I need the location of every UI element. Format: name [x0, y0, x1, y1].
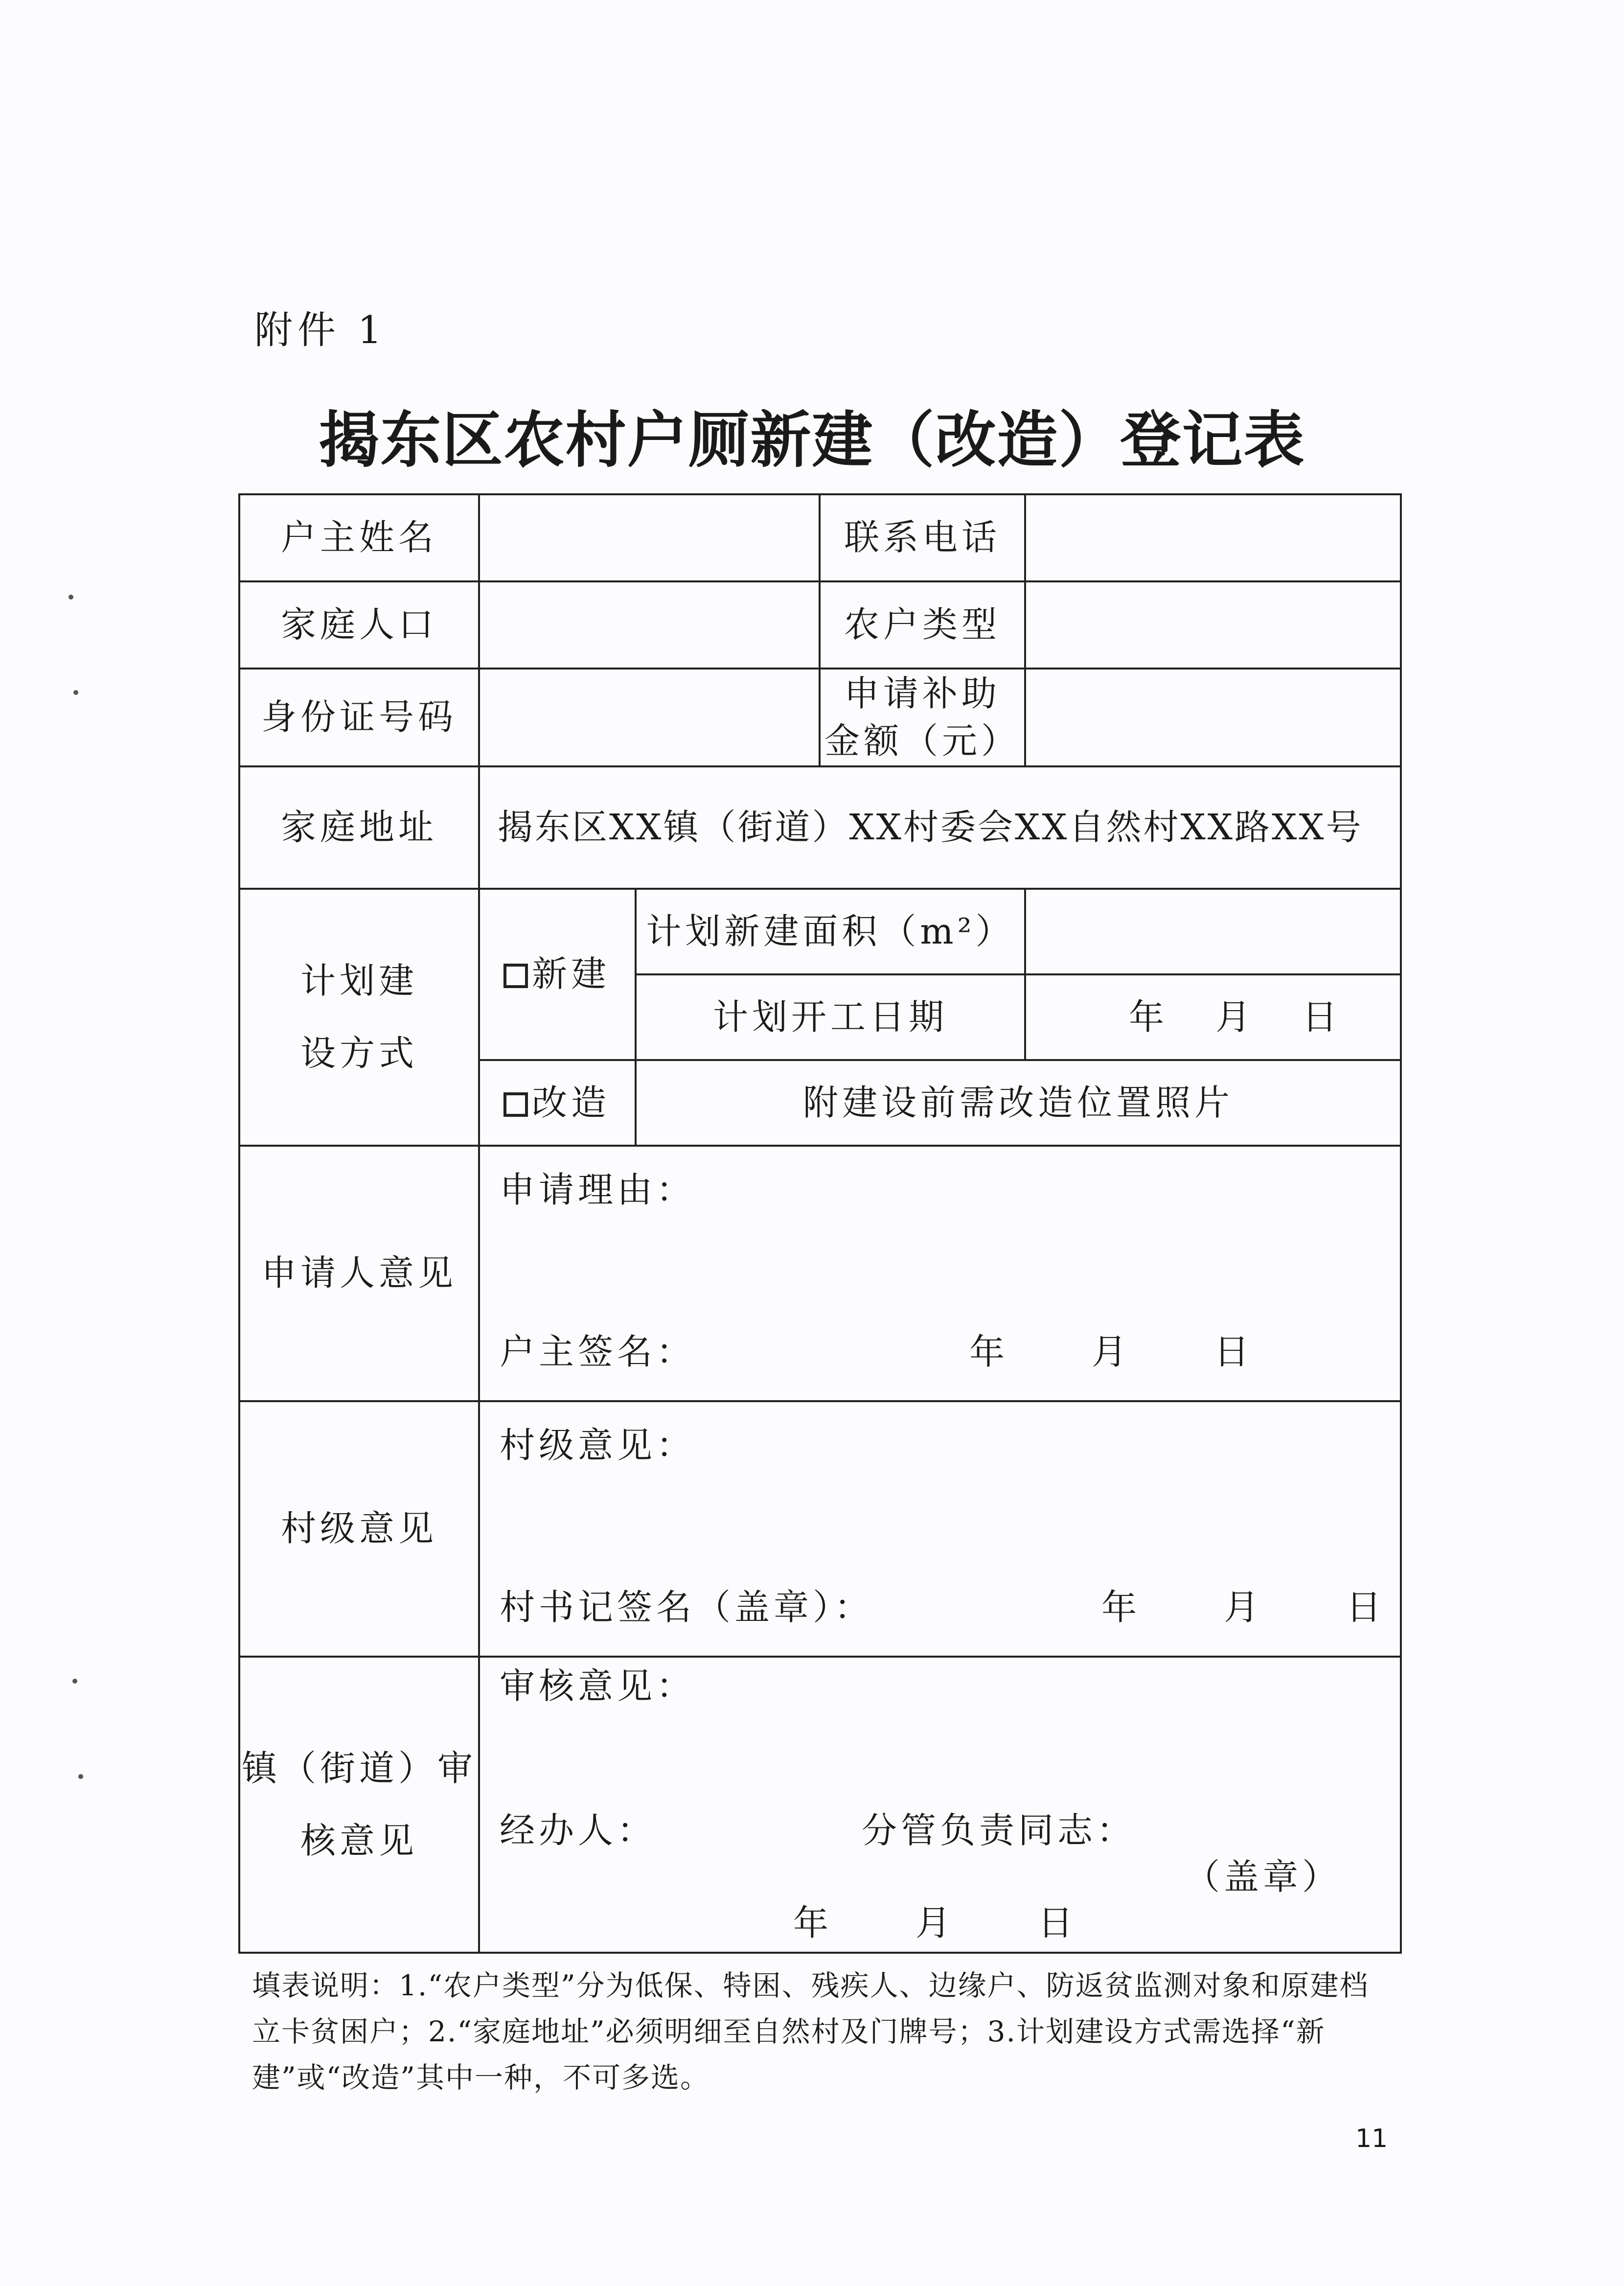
- plan-date-field[interactable]: [1025, 974, 1401, 1060]
- applicant-opinion-field[interactable]: [479, 1146, 1401, 1401]
- plan-area-field[interactable]: [1025, 889, 1401, 974]
- household-type-label: 农户类型: [820, 581, 1025, 669]
- form-title: 揭东区农村户厕新建（改造）登记表: [319, 405, 1305, 476]
- town-day: 日: [1037, 1902, 1077, 1943]
- phone-field[interactable]: [1025, 494, 1401, 581]
- applicant-day: 日: [1213, 1331, 1253, 1372]
- plan-area-label: 计划新建面积（m²）: [636, 889, 1025, 974]
- owner-name-field[interactable]: [479, 494, 820, 581]
- town-month: 月: [915, 1902, 955, 1943]
- village-opinion-field[interactable]: [479, 1401, 1401, 1657]
- plan-month: 月: [1215, 996, 1255, 1038]
- checkbox-new[interactable]: [503, 964, 528, 988]
- household-type-field[interactable]: [1025, 581, 1401, 669]
- review-opinion-prompt: 审核意见：: [500, 1665, 696, 1707]
- seal-label: （盖章）: [1185, 1856, 1342, 1897]
- address-label: 家庭地址: [239, 766, 479, 889]
- town-label-line1: 镇（街道）审: [241, 1748, 477, 1789]
- household-size-field[interactable]: [479, 581, 820, 669]
- subsidy-amount-field[interactable]: [1025, 669, 1401, 766]
- page-number: 11: [1355, 2124, 1388, 2153]
- annex-label: 附件 1: [254, 308, 387, 352]
- applicant-month: 月: [1091, 1331, 1131, 1372]
- town-date: [793, 1899, 1077, 1947]
- registration-form-table: [238, 493, 1402, 1954]
- village-date: [1101, 1584, 1385, 1631]
- plan-year: 年: [1129, 996, 1168, 1038]
- applicant-opinion-label: 申请人意见: [239, 1146, 479, 1401]
- option-renovate-label: 改造: [532, 1082, 611, 1123]
- household-size-label: 家庭人口: [239, 581, 479, 669]
- town-label-line2: 核意见: [300, 1820, 418, 1861]
- address-value[interactable]: 揭东区XX镇（街道）XX村委会XX自然村XX路XX号: [479, 766, 1401, 889]
- subsidy-label-line2: 金额（元）: [824, 720, 1020, 762]
- owner-name-label: 户主姓名: [239, 494, 479, 581]
- village-sign-label: 村书记签名（盖章）：: [500, 1586, 874, 1628]
- village-opinion-label: 村级意见: [239, 1401, 479, 1657]
- plan-method-label: [239, 889, 479, 1146]
- plan-label-line1: 计划建: [300, 960, 418, 1002]
- plan-day: 日: [1302, 996, 1341, 1038]
- supervisor-label: 分管负责同志：: [862, 1810, 1136, 1851]
- phone-label: 联系电话: [820, 494, 1025, 581]
- photo-note: 附建设前需改造位置照片: [636, 1060, 1401, 1146]
- applicant-date: [969, 1328, 1253, 1376]
- option-new[interactable]: [479, 889, 636, 1060]
- checkbox-renovate[interactable]: [503, 1092, 528, 1117]
- form-instructions: 填表说明：1.“农户类型”分为低保、特困、残疾人、边缘户、防返贫监测对象和原建档立卡贫困户；2.“家庭地址”必须明细至自然村及门牌号；3.计划建设方式需选择“新建”或“改造”其中一种，不可多选。: [252, 1969, 1369, 2094]
- applicant-year: 年: [969, 1331, 1009, 1372]
- option-renovate[interactable]: [479, 1060, 636, 1146]
- plan-date-label: 计划开工日期: [636, 974, 1025, 1060]
- village-month: 月: [1223, 1586, 1263, 1628]
- id-number-field[interactable]: [479, 669, 820, 766]
- subsidy-label-line1: 申请补助: [844, 672, 1001, 714]
- village-year: 年: [1101, 1586, 1141, 1628]
- town-review-field[interactable]: [479, 1657, 1401, 1953]
- town-year: 年: [793, 1902, 833, 1943]
- option-new-label: 新建: [532, 953, 611, 995]
- owner-sign-label: 户主签名：: [500, 1331, 696, 1372]
- subsidy-amount-label: [820, 669, 1025, 766]
- id-number-label: 身份证号码: [239, 669, 479, 766]
- scan-speck: [73, 690, 78, 695]
- village-opinion-prompt: 村级意见：: [500, 1425, 696, 1466]
- plan-label-line2: 设方式: [300, 1032, 418, 1074]
- village-day: 日: [1346, 1586, 1385, 1628]
- scan-speck: [69, 595, 73, 600]
- scan-speck: [72, 1679, 77, 1684]
- handler-label: 经办人：: [500, 1810, 657, 1851]
- scan-speck: [78, 1774, 83, 1779]
- reason-label: 申请理由：: [500, 1169, 696, 1210]
- town-review-label: [239, 1657, 479, 1953]
